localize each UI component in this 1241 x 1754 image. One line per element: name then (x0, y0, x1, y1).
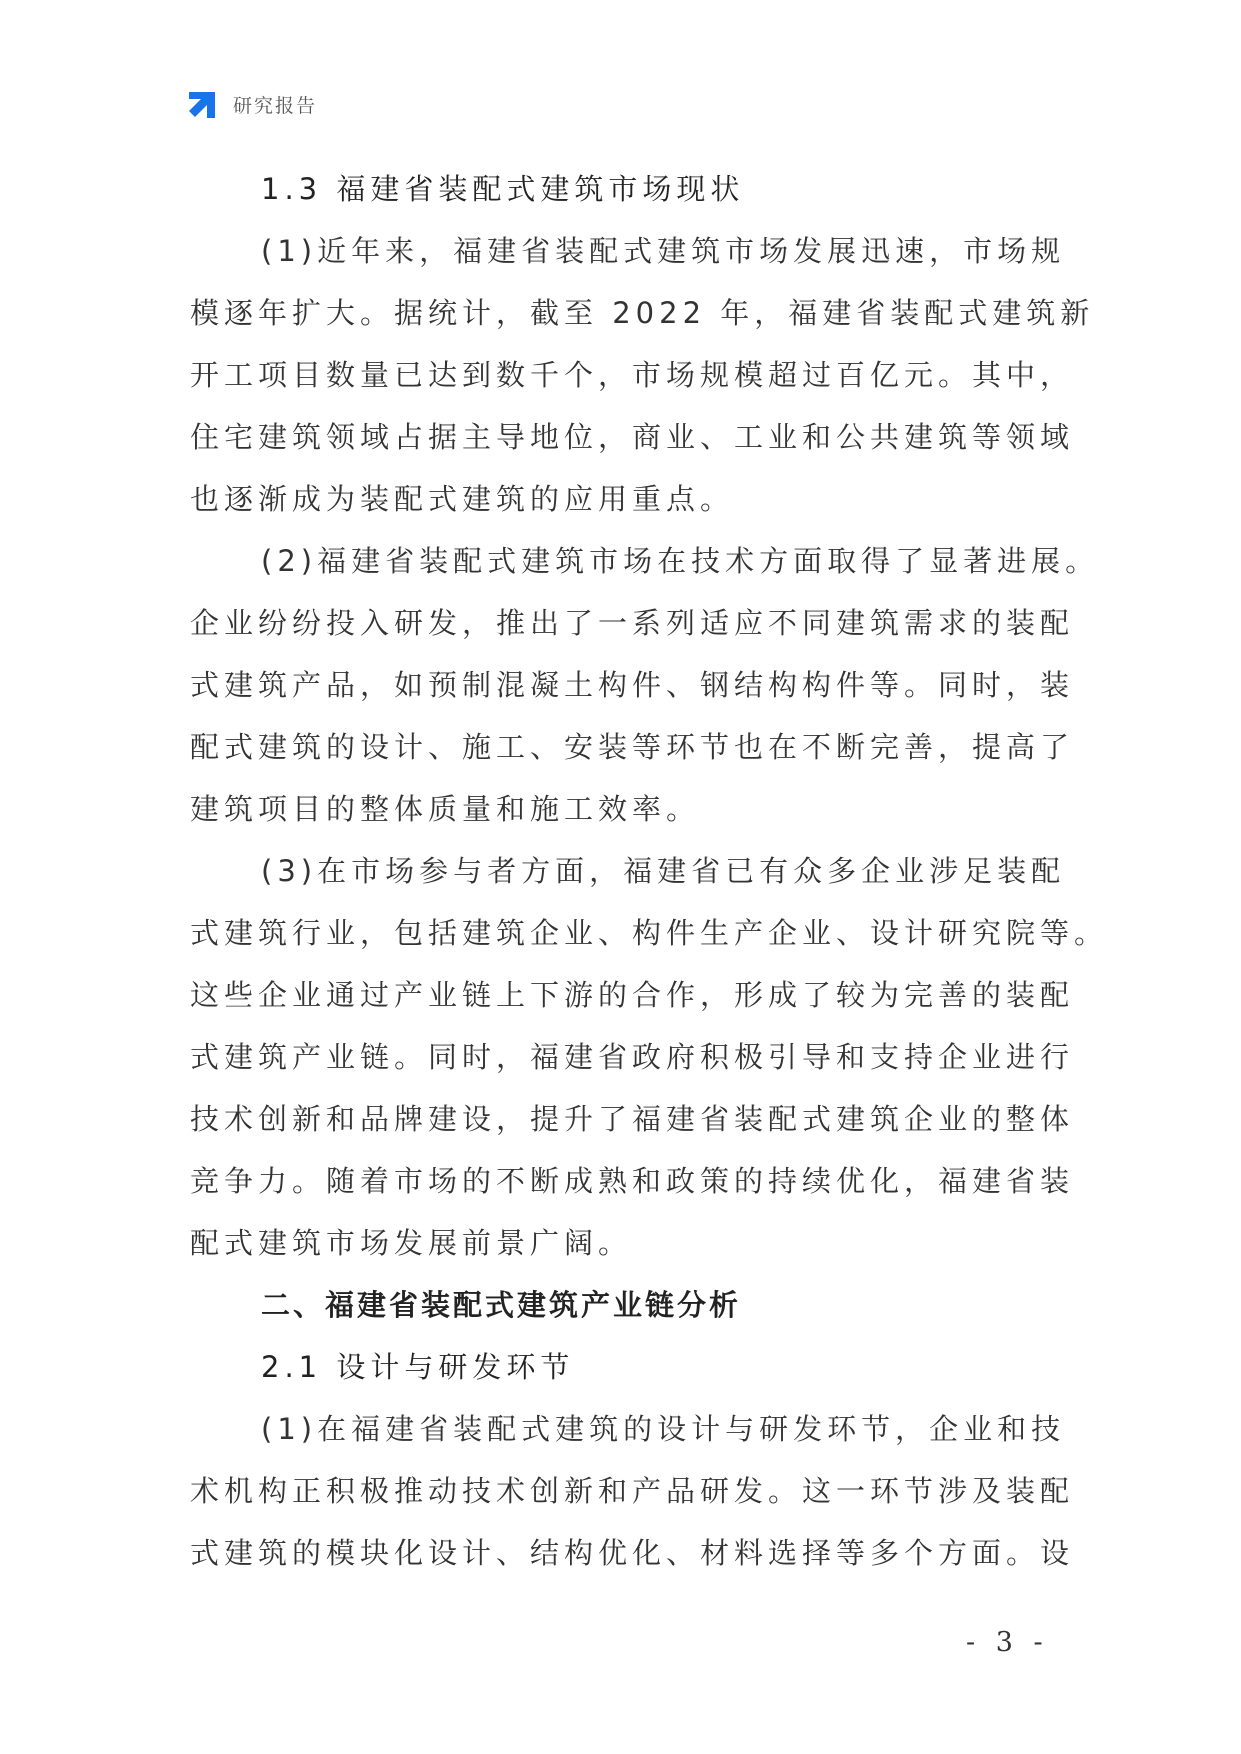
paragraph-line: 这些企业通过产业链上下游的合作，形成了较为完善的装配 (190, 978, 1075, 1012)
paragraph-line: 模逐年扩大。据统计，截至 2022 年，福建省装配式建筑新 (190, 296, 1095, 330)
section-heading-1-3: 1.3 福建省装配式建筑市场现状 (261, 172, 745, 206)
paragraph-line: 技术创新和品牌建设，提升了福建省装配式建筑企业的整体 (190, 1102, 1075, 1136)
paragraph-line: 住宅建筑领域占据主导地位，商业、工业和公共建筑等领域 (190, 420, 1075, 454)
document-body (190, 158, 1109, 1584)
header-title: 研究报告 (233, 94, 318, 117)
paragraph-1-3-3 (190, 840, 1109, 1274)
chapter-heading-2: 二、福建省装配式建筑产业链分析 (261, 1288, 742, 1322)
paragraph-line: (2)福建省装配式建筑市场在技术方面取得了显著进展。 (261, 544, 1100, 578)
page-number: - 3 - (966, 1627, 1049, 1658)
paragraph-line: 术机构正积极推动技术创新和产品研发。这一环节涉及装配 (190, 1474, 1075, 1508)
paragraph-line: (1)在福建省装配式建筑的设计与研发环节，企业和技 (261, 1412, 1066, 1446)
paragraph-line: 式建筑产品，如预制混凝土构件、钢结构构件等。同时，装 (190, 668, 1075, 702)
paragraph-line: 配式建筑的设计、施工、安装等环节也在不断完善，提高了 (190, 730, 1075, 764)
paragraph-line: 开工项目数量已达到数千个，市场规模超过百亿元。其中， (190, 358, 1075, 392)
paragraph-line: 建筑项目的整体质量和施工效率。 (190, 792, 701, 826)
paragraph-1-3-2 (190, 530, 1100, 840)
paragraph-1-3-1 (190, 220, 1095, 530)
report-header (187, 87, 317, 121)
paragraph-line: (1)近年来，福建省装配式建筑市场发展迅速，市场规 (261, 234, 1066, 268)
paragraph-line: 配式建筑市场发展前景广阔。 (190, 1226, 633, 1260)
paragraph-line: 式建筑产业链。同时，福建省政府积极引导和支持企业进行 (190, 1040, 1075, 1074)
paragraph-line: 也逐渐成为装配式建筑的应用重点。 (190, 482, 735, 516)
paragraph-line: (3)在市场参与者方面，福建省已有众多企业涉足装配 (261, 854, 1066, 888)
arrow-logo-icon (187, 88, 219, 120)
section-heading-2-1: 2.1 设计与研发环节 (261, 1350, 575, 1384)
paragraph-line: 式建筑行业，包括建筑企业、构件生产企业、设计研究院等。 (190, 916, 1109, 950)
paragraph-line: 竞争力。随着市场的不断成熟和政策的持续优化，福建省装 (190, 1164, 1075, 1198)
paragraph-2-1-1 (190, 1398, 1075, 1584)
paragraph-line: 企业纷纷投入研发，推出了一系列适应不同建筑需求的装配 (190, 606, 1075, 640)
paragraph-line: 式建筑的模块化设计、结构优化、材料选择等多个方面。设 (190, 1536, 1075, 1570)
